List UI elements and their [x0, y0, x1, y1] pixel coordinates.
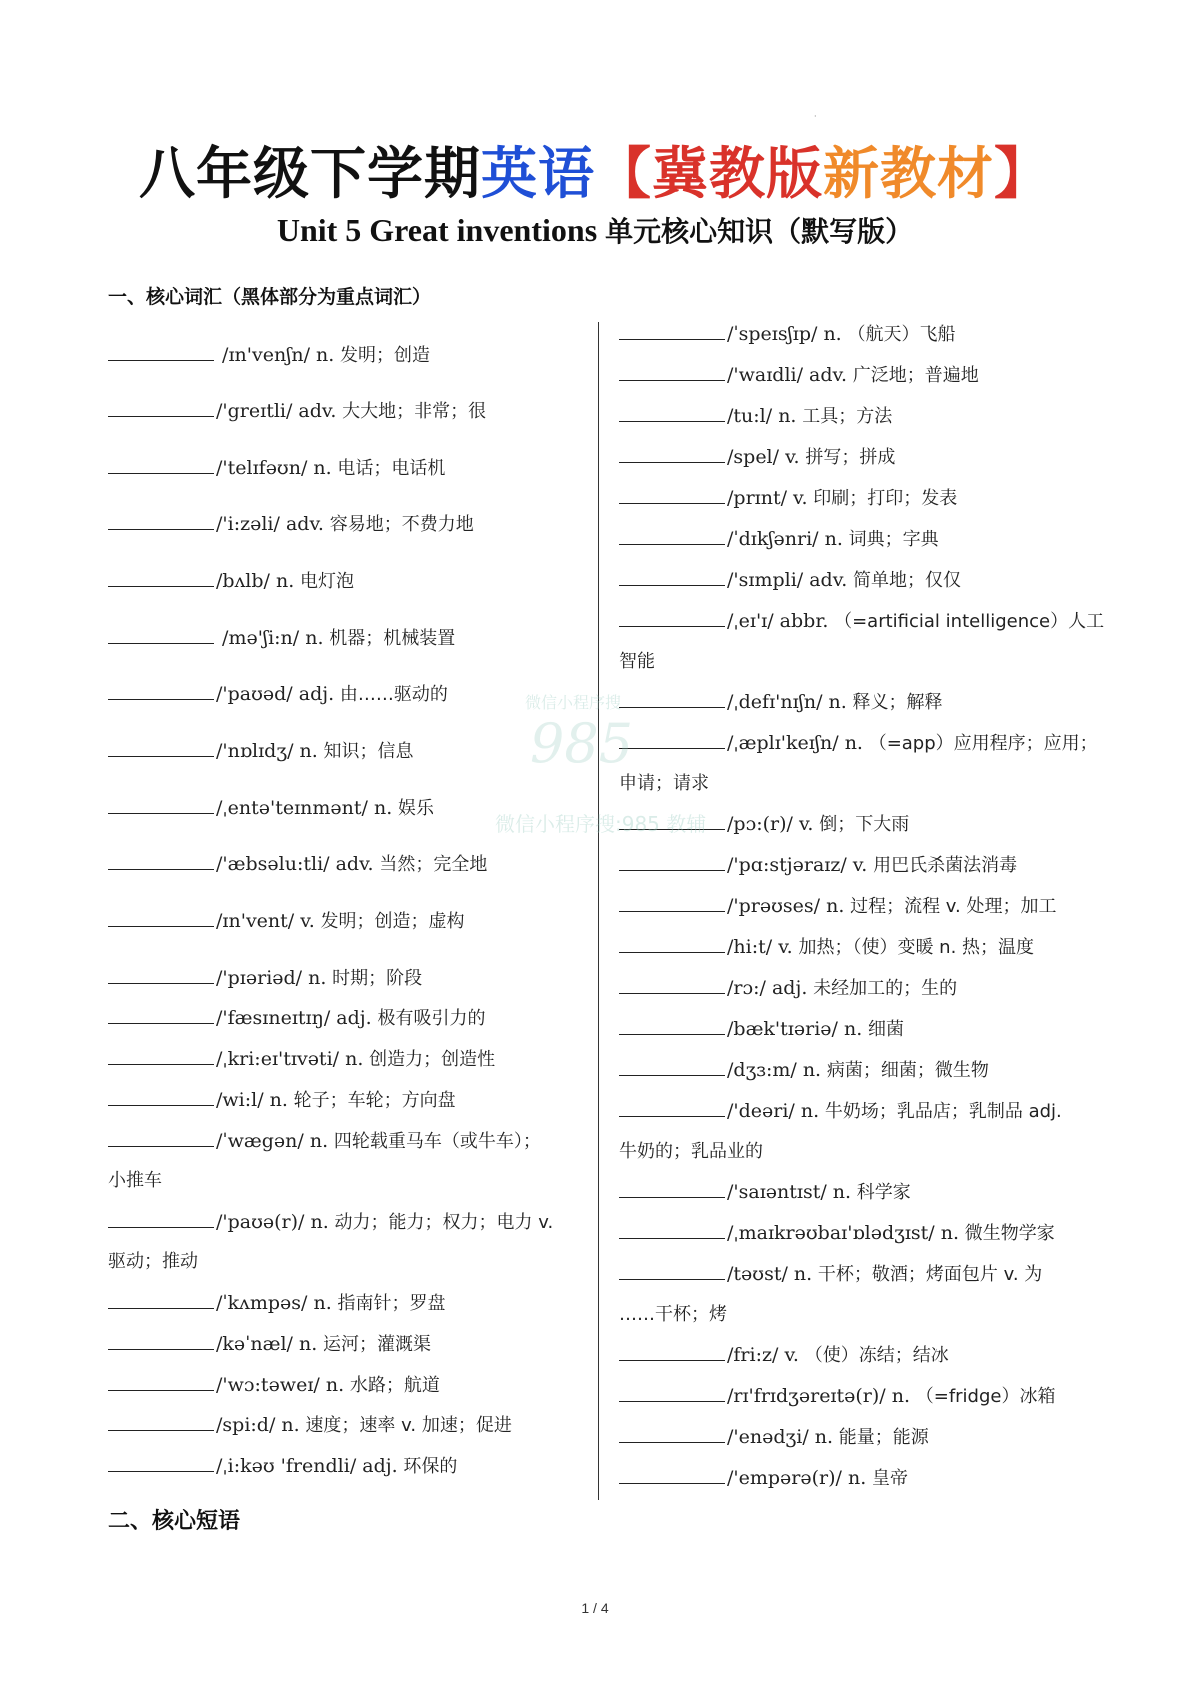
answer-blank[interactable]: [619, 354, 725, 381]
title-grade: 八年级下学期: [139, 142, 481, 207]
meaning: 皇帝: [866, 1468, 908, 1489]
section-heading-vocab: 一、核心词汇（黑体部分为重点词汇）: [108, 286, 432, 308]
meaning: 当然；完全地: [373, 854, 488, 875]
watermark-top: 微信小程序搜: [525, 693, 622, 712]
vocab-entry: [108, 673, 448, 715]
vocab-entry: [108, 900, 464, 942]
phonetic: /'enədʒi/ n.: [727, 1426, 834, 1448]
phonetic: /fri:z/ v.: [727, 1344, 799, 1366]
meaning: 容易地；不费力地: [323, 514, 474, 535]
title-bracket: 】: [994, 142, 1051, 207]
vocab-entry: [619, 1171, 911, 1213]
vocab-entry: [108, 787, 434, 829]
answer-blank[interactable]: [619, 1171, 725, 1198]
answer-blank[interactable]: [619, 477, 725, 504]
meaning: 指南针；罗盘: [331, 1293, 446, 1314]
meaning: 干杯；敬酒；烤面包片 v. 为: [812, 1264, 1043, 1285]
meaning: 简单地；仅仅: [847, 570, 961, 591]
phonetic: /'prəʊses/ n.: [727, 895, 845, 917]
answer-blank[interactable]: [108, 1445, 214, 1472]
phonetic: /dʒɜ:m/ n.: [727, 1059, 822, 1081]
meaning: 工具；方法: [796, 406, 893, 427]
meaning: 时期；阶段: [326, 968, 423, 989]
vocab-entry: [619, 1375, 1055, 1417]
meaning: 释义；解释: [846, 692, 943, 713]
answer-blank[interactable]: [619, 844, 725, 871]
vocab-entry: [619, 681, 943, 723]
meaning: 牛奶场；乳品店；乳制品 adj.: [819, 1101, 1062, 1122]
meaning: （使）冻结；结冰: [798, 1345, 949, 1366]
phonetic: /ˌdefɪ'nɪʃn/ n.: [727, 691, 847, 713]
vocab-entry: [108, 1201, 553, 1243]
vocab-entry: [108, 1445, 457, 1487]
vocab-entry: [108, 730, 414, 772]
meaning-continuation: 智能: [619, 651, 655, 672]
answer-blank[interactable]: [108, 1079, 214, 1106]
vocab-entry: [108, 390, 486, 432]
phonetic: /'pɑ:stjəraɪz/ v.: [727, 854, 868, 876]
page-title: [0, 140, 1190, 210]
phonetic: /'wɔ:təweɪ/ n.: [216, 1374, 345, 1396]
answer-blank[interactable]: [619, 313, 725, 340]
answer-blank[interactable]: [619, 1008, 725, 1035]
answer-blank[interactable]: [619, 559, 725, 586]
phonetic: /'waɪdli/ adv.: [727, 364, 848, 386]
meaning: 由……驱动的: [334, 684, 448, 705]
meaning: 发明；创造: [334, 345, 431, 366]
answer-blank[interactable]: [108, 843, 214, 870]
meaning: 大大地；非常；很: [336, 401, 487, 422]
answer-blank[interactable]: [108, 1364, 214, 1391]
meaning: 能量；能源: [833, 1427, 929, 1448]
answer-blank[interactable]: [619, 1457, 725, 1484]
phonetic: /ˈwægən/ n.: [216, 1130, 329, 1152]
phonetic: /'nɒlɪdʒ/ n.: [216, 740, 318, 762]
vocab-entry: [619, 559, 961, 601]
vocab-entry: [108, 334, 430, 376]
vocab-entry: [619, 1049, 989, 1091]
meaning: 微生物学家: [959, 1223, 1055, 1244]
meaning: 轮子；车轮；方向盘: [287, 1090, 456, 1111]
phonetic: /ˈdɪkʃənri/ n.: [727, 528, 843, 550]
phonetic: /spi:d/ n.: [216, 1414, 300, 1436]
meaning: 印刷；打印；发表: [807, 488, 958, 509]
phonetic: /'sɪmpli/ adv.: [727, 569, 848, 591]
phonetic: /'paʊəd/ adj.: [216, 683, 335, 705]
answer-blank[interactable]: [108, 1201, 214, 1228]
vocab-entry: [619, 518, 939, 560]
vocab-entry: [619, 926, 1034, 968]
vocab-entry: [108, 1323, 431, 1365]
vocab-entry: [619, 395, 892, 437]
phonetic: /'deəri/ n.: [727, 1100, 820, 1122]
phonetic: /tu:l/ n.: [727, 405, 797, 427]
phonetic: /'greɪtli/ adv.: [216, 400, 337, 422]
phonetic: /ˌæplɪ'keɪʃn/ n.: [727, 732, 863, 754]
phonetic: /'empərə(r)/ n.: [727, 1467, 867, 1489]
vocab-entry: [108, 503, 474, 545]
meaning: 四轮载重马车（或牛车）；: [328, 1131, 541, 1152]
answer-blank[interactable]: [619, 1253, 725, 1280]
answer-blank[interactable]: [108, 900, 214, 927]
vocab-entry: [619, 1090, 1062, 1132]
title-subject: 英语: [481, 142, 595, 207]
phonetic: /'æbsəlu:tli/ adv.: [216, 853, 374, 875]
phonetic: /'fæsɪneɪtɪŋ/ adj.: [216, 1007, 372, 1029]
meaning: 极有吸引力的: [371, 1008, 486, 1029]
meaning: 细菌: [862, 1019, 904, 1040]
vocab-entry: [108, 1364, 440, 1406]
page-number: 1 / 4: [581, 1600, 609, 1616]
vocab-entry: [619, 885, 1057, 927]
answer-blank[interactable]: [619, 1049, 725, 1076]
phonetic: /rɪ'frɪdʒəreɪtə(r)/ n.: [727, 1385, 911, 1407]
answer-blank[interactable]: [619, 395, 725, 422]
phonetic: /mə'ʃi:n/ n.: [216, 627, 324, 649]
answer-blank[interactable]: [108, 1323, 214, 1350]
answer-blank[interactable]: [108, 997, 214, 1024]
phonetic: /ˈkʌmpəs/ n.: [216, 1292, 332, 1314]
vocab-entry: [108, 1404, 512, 1446]
phonetic: /rɔ:/ adj.: [727, 977, 808, 999]
vocab-entry: [108, 617, 455, 659]
title-edition: 【冀教版: [595, 142, 823, 207]
meaning-continuation: 小推车: [108, 1170, 162, 1191]
meaning: 电话；电话机: [331, 458, 446, 479]
answer-blank[interactable]: [108, 1038, 214, 1065]
answer-blank[interactable]: [619, 518, 725, 545]
meaning: 知识；信息: [317, 741, 414, 762]
answer-blank[interactable]: [619, 436, 725, 463]
answer-blank[interactable]: [108, 957, 214, 984]
vocab-entry: [619, 722, 1098, 764]
answer-blank[interactable]: [619, 722, 725, 749]
meaning: （=fridge）冰箱: [910, 1386, 1056, 1407]
meaning: 广泛地；普遍地: [847, 365, 979, 386]
phonetic: /ɪn'venʃn/ n.: [216, 344, 335, 366]
meaning-continuation: 驱动；推动: [108, 1251, 198, 1272]
meaning: （航天）飞船: [841, 324, 956, 345]
column-divider: [598, 322, 599, 1500]
phonetic: /'pɪəriəd/ n.: [216, 967, 327, 989]
vocab-entry: [619, 477, 957, 519]
answer-blank[interactable]: [108, 334, 214, 361]
phonetic: /'telɪfəʊn/ n.: [216, 457, 332, 479]
meaning: 电灯泡: [294, 571, 354, 592]
answer-blank[interactable]: [619, 885, 725, 912]
vocab-entry: [108, 957, 422, 999]
answer-blank[interactable]: [619, 926, 725, 953]
answer-blank[interactable]: [108, 1120, 214, 1147]
meaning: 词典；字典: [842, 529, 939, 550]
phonetic: /ˌi:kəʊ 'frendli/ adj.: [216, 1455, 398, 1477]
title-new-textbook: 新教材: [823, 142, 994, 207]
vocab-entry: [619, 313, 955, 355]
vocab-entry: [619, 600, 1104, 642]
meaning: 动力；能力；权力；电力 v.: [328, 1212, 554, 1233]
answer-blank[interactable]: [619, 681, 725, 708]
phonetic: /wi:l/ n.: [216, 1089, 288, 1111]
vocab-entry: [619, 967, 957, 1009]
meaning: 速度；速率 v. 加速；促进: [299, 1415, 512, 1436]
meaning: 运河；灌溉渠: [317, 1334, 432, 1355]
phonetic: /prɪnt/ v.: [727, 487, 808, 509]
meaning-continuation: 牛奶的；乳品业的: [619, 1141, 763, 1162]
vocab-entry: [619, 1008, 904, 1050]
vocab-entry: [619, 1212, 1055, 1254]
answer-blank[interactable]: [619, 1090, 725, 1117]
meaning: 娱乐: [392, 798, 434, 819]
phonetic: /bʌlb/ n.: [216, 570, 295, 592]
meaning: 创造力；创造性: [363, 1049, 496, 1070]
vocab-entry: [108, 997, 485, 1039]
watermark-number: 985: [530, 712, 634, 775]
meaning: （=app）应用程序；应用；: [862, 733, 1098, 754]
phonetic: /hi:t/ v.: [727, 936, 793, 958]
meaning: 未经加工的；生的: [807, 978, 958, 999]
phonetic: /ˈspeɪsʃɪp/ n.: [727, 323, 842, 345]
vocab-entry: [619, 354, 979, 396]
answer-blank[interactable]: [108, 503, 214, 530]
vocab-entry: [108, 1038, 495, 1080]
answer-blank[interactable]: [619, 1375, 725, 1402]
answer-blank[interactable]: [108, 447, 214, 474]
vocab-entry: [108, 843, 487, 885]
subtitle-unit: Unit 5 Great inventions: [276, 212, 606, 248]
answer-blank[interactable]: [108, 390, 214, 417]
subtitle-cn: 单元核心知识（默写版）: [605, 215, 914, 248]
phonetic: /təʊst/ n.: [727, 1263, 813, 1285]
vocab-entry: [619, 1253, 1042, 1295]
vocab-entry: [619, 1334, 949, 1376]
meaning: 过程；流程 v. 处理；加工: [844, 896, 1057, 917]
meaning: （=artificial intelligence）人工: [828, 611, 1105, 632]
vocab-entry: [619, 436, 895, 478]
phonetic: /ˌentə'teɪnmənt/ n.: [216, 797, 393, 819]
answer-blank[interactable]: [108, 1282, 214, 1309]
answer-blank[interactable]: [108, 1404, 214, 1431]
vocab-entry: [619, 1457, 908, 1499]
vocab-entry: [108, 1079, 456, 1121]
stray-dot: ·: [814, 112, 817, 121]
vocab-entry: [108, 447, 445, 489]
phonetic: /ˌmaɪkrəʊbaɪ'ɒlədʒɪst/ n.: [727, 1222, 960, 1244]
phonetic: /'paʊə(r)/ n.: [216, 1211, 329, 1233]
meaning: 科学家: [851, 1182, 911, 1203]
phonetic: /bæk'tɪəriə/ n.: [727, 1018, 863, 1040]
meaning-continuation: ……干杯；烤: [619, 1304, 727, 1325]
answer-blank[interactable]: [619, 1212, 725, 1239]
phonetic: /ɪn'vent/ v.: [216, 910, 315, 932]
meaning: 加热；（使）变暖 n. 热；温度: [792, 937, 1035, 958]
answer-blank[interactable]: [619, 600, 725, 627]
phonetic: /'saɪəntɪst/ n.: [727, 1181, 852, 1203]
meaning: 机器；机械装置: [323, 628, 456, 649]
vocab-entry: [108, 1120, 541, 1162]
vocab-entry: [619, 844, 1017, 886]
meaning: 用巴氏杀菌法消毒: [867, 855, 1018, 876]
answer-blank[interactable]: [108, 787, 214, 814]
section-heading-phrases: 二、核心短语: [108, 1509, 241, 1534]
meaning: 发明；创造；虚构: [314, 911, 465, 932]
meaning: 环保的: [397, 1456, 458, 1477]
vocab-entry: [108, 1282, 446, 1324]
meaning: 拼写；拼成: [799, 447, 896, 468]
phonetic: /ˌeɪ'ɪ/ abbr.: [727, 610, 829, 632]
phonetic: /pɔ:(r)/ v.: [727, 813, 814, 835]
meaning: 病菌；细菌；微生物: [821, 1060, 989, 1081]
phonetic: /kəˈnæl/ n.: [216, 1333, 318, 1355]
answer-blank[interactable]: [108, 617, 214, 644]
page-subtitle: [0, 210, 1190, 250]
phonetic: /ˌkri:eɪ'tɪvəti/ n.: [216, 1048, 364, 1070]
answer-blank[interactable]: [108, 560, 214, 587]
phonetic: /spel/ v.: [727, 446, 800, 468]
answer-blank[interactable]: [619, 1416, 725, 1443]
meaning: 水路；航道: [344, 1375, 440, 1396]
answer-blank[interactable]: [108, 730, 214, 757]
answer-blank[interactable]: [619, 967, 725, 994]
meaning: 倒；下大雨: [813, 814, 910, 835]
watermark-bottom: 微信小程序搜:985 教辅: [495, 812, 707, 836]
answer-blank[interactable]: [619, 1334, 725, 1361]
answer-blank[interactable]: [108, 673, 214, 700]
vocab-entry: [619, 1416, 929, 1458]
phonetic: /'i:zəli/ adv.: [216, 513, 324, 535]
vocab-entry: [108, 560, 354, 602]
meaning-continuation: 申请；请求: [619, 773, 709, 794]
